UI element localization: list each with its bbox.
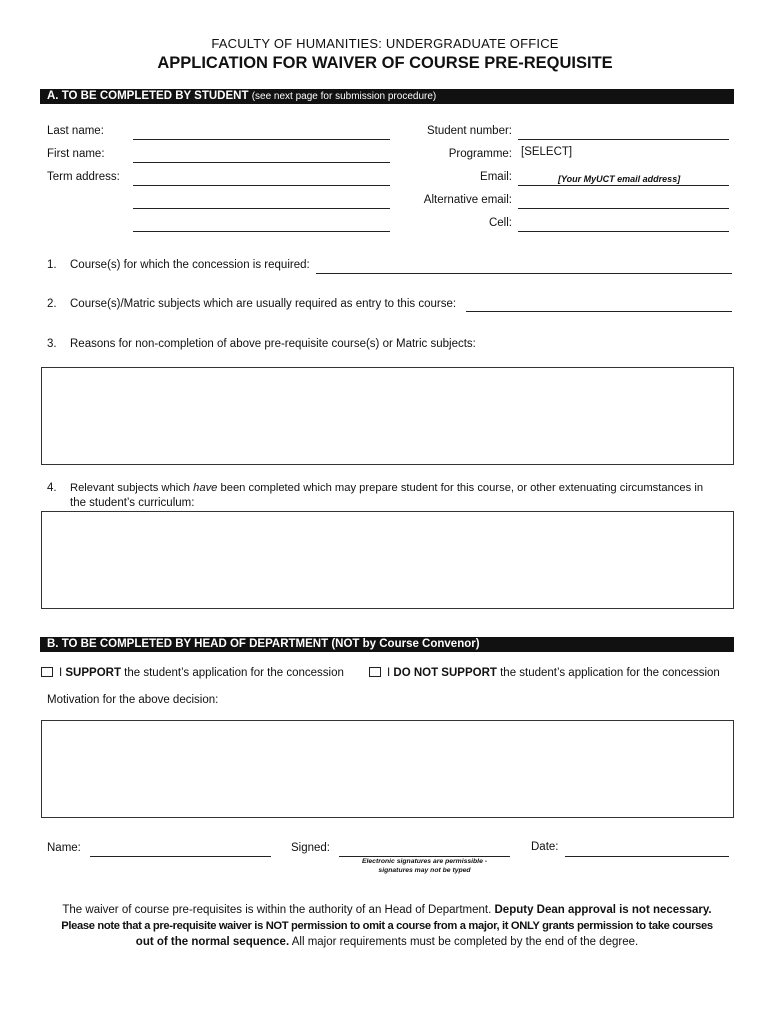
q2-field[interactable] [466,311,732,312]
section-b-heading [40,637,734,652]
q4-text-line2: the student’s curriculum: [70,497,195,509]
name-label: Name: [47,842,81,854]
date-label: Date: [531,841,559,853]
q3-textarea[interactable] [41,367,734,465]
q1-number: 1. [47,259,57,271]
section-a-heading [40,89,734,104]
not-support-label [387,667,720,679]
cell-label: Cell: [488,217,512,229]
section-a-title: A. TO BE COMPLETED BY STUDENT [47,90,249,102]
q2-number: 2. [47,298,57,310]
q4-textarea[interactable] [41,511,734,609]
signature-note [339,857,510,875]
last-name-field[interactable] [133,139,390,140]
support-pre: I [59,667,66,679]
name-field[interactable] [90,856,271,857]
q2-text: Course(s)/Matric subjects which are usually required as entry to this course: [70,298,457,310]
q4-text [70,482,703,494]
email-placeholder: [Your MyUCT email address] [558,174,681,184]
email-label: Email: [480,171,512,183]
support-bold: SUPPORT [65,667,121,679]
footer-line2-bold: Please note that a pre-requisite waiver is NOT permission to omit a course from a major, it ONLY grants permission to take courses [61,920,713,932]
motivation-textarea[interactable] [41,720,734,818]
q4-text-post: been completed which may prepare student for this course, or other extenuating circumstances in [217,482,704,494]
office-heading: FACULTY OF HUMANITIES: UNDERGRADUATE OFFICE [211,36,559,51]
signature-note-line2: signatures may not be typed [378,867,471,874]
signature-note-line1: Electronic signatures are permissible - [361,858,488,865]
q1-text: Course(s) for which the concession is required: [70,259,310,271]
section-b-title: B. TO BE COMPLETED BY HEAD OF DEPARTMENT (NOT by Course Convenor) [47,638,480,650]
not-support-checkbox[interactable] [369,667,381,677]
q3-text: Reasons for non-completion of above pre-requisite course(s) or Matric subjects: [70,338,476,350]
programme-label: Programme: [448,148,512,160]
support-label [59,667,344,679]
alt-email-label: Alternative email: [423,194,512,206]
footer-line1 [40,902,734,918]
cell-field[interactable] [518,231,729,232]
student-number-label: Student number: [426,125,512,137]
q1-field[interactable] [316,273,732,274]
q4-text-pre: Relevant subjects which [70,482,194,494]
footer-line1-bold: Deputy Dean approval is not necessary. [494,904,712,916]
support-checkbox[interactable] [41,667,53,677]
last-name-label: Last name: [47,125,104,137]
term-address-field-2[interactable] [133,208,390,209]
motivation-label: Motivation for the above decision: [47,694,219,706]
footer-line3 [40,934,734,950]
date-field[interactable] [565,856,729,857]
q4-number: 4. [47,482,57,494]
alt-email-field[interactable] [518,208,729,209]
term-address-field-3[interactable] [133,231,390,232]
email-field[interactable] [518,185,729,186]
not-support-post: the student’s application for the concession [496,667,720,679]
footer-line1-text: The waiver of course pre-requisites is within the authority of an Head of Department. [62,904,495,916]
student-number-field[interactable] [518,139,729,140]
term-address-label: Term address: [47,171,120,183]
footer-line3-bold: out of the normal sequence. [135,936,290,948]
support-post: the student’s application for the concession [120,667,344,679]
footer-line2 [40,918,734,934]
form-title: APPLICATION FOR WAIVER OF COURSE PRE-REQUISITE [157,54,613,72]
term-address-field-1[interactable] [133,185,390,186]
footer-line3-text: All major requirements must be completed by the end of the degree. [289,936,639,948]
q4-text-emphasis: have [193,482,218,494]
first-name-field[interactable] [133,162,390,163]
not-support-pre: I [387,667,394,679]
section-a-note: (see next page for submission procedure) [251,91,437,102]
signed-label: Signed: [291,842,331,854]
q3-number: 3. [47,338,57,350]
programme-select[interactable]: [SELECT] [521,146,573,158]
not-support-bold: DO NOT SUPPORT [393,667,497,679]
first-name-label: First name: [47,148,105,160]
